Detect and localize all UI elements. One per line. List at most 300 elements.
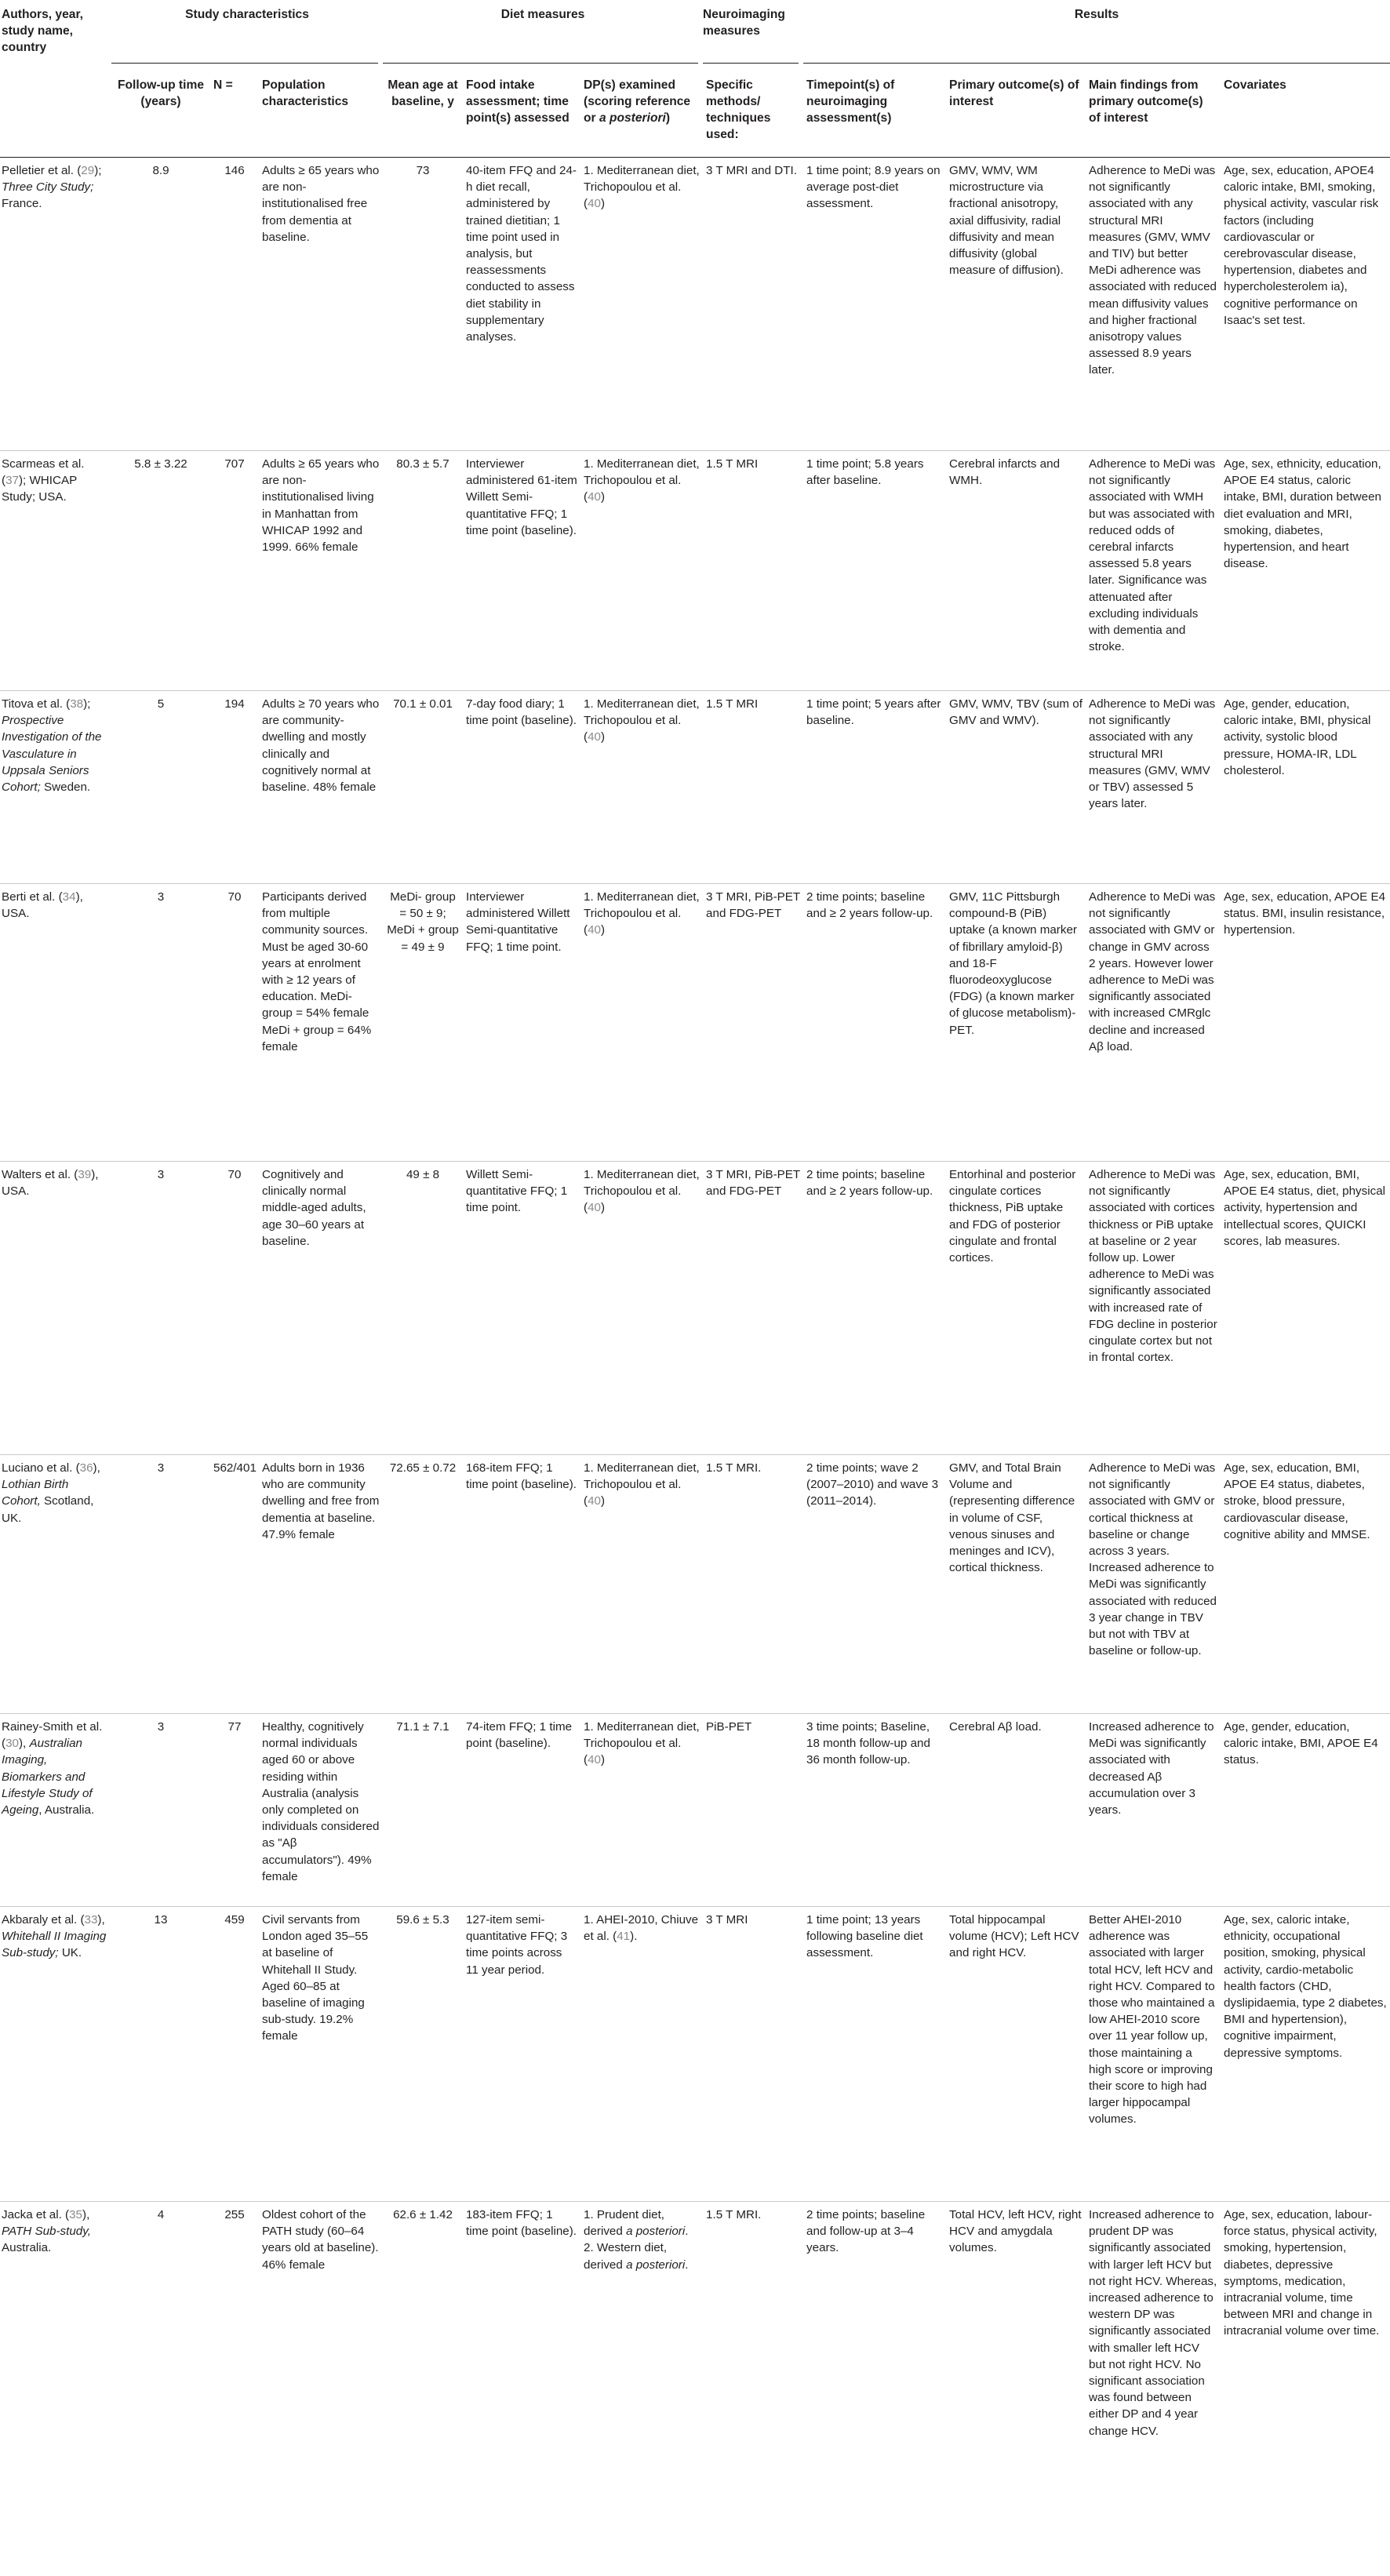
dp-text: ). <box>630 1930 638 1944</box>
population-text: Cognitively and clinically normal middle-aged adults, age 30–60 years at baseline. <box>262 1168 366 1248</box>
cell-methods <box>703 1162 803 1455</box>
cell-dp <box>580 1455 703 1714</box>
cell-mean-age <box>383 2202 463 2563</box>
author-text: Pelletier et al. ( <box>2 164 82 177</box>
cell-n <box>210 1455 259 1714</box>
population-text: Civil servants from London aged 35–55 at baseline of Whitehall II Study. Aged 60–85 at baseline of imaging sub-study. 19.2% female <box>262 1913 369 2043</box>
table-row <box>0 884 1390 1162</box>
population-text: Healthy, cognitively normal individuals aged 60 or above residing within Australia (analysis only completed on individuals considered as "Aβ accumulators"). 49% female <box>262 1720 380 1883</box>
primary-outcome-text: Total hippocampal volume (HCV); Left HCV and right HCV. <box>949 1913 1079 1960</box>
cell-author <box>0 1714 111 1907</box>
n-value: 255 <box>224 2208 245 2221</box>
author-text: ), <box>82 2208 90 2221</box>
cell-timepoints <box>803 451 946 691</box>
author-text: Luciano et al. ( <box>2 1461 80 1475</box>
findings-text: Adherence to MeDi was not significantly associated with GMV or change in GMV across 2 years. However lower adherence to MeDi was significantly associated with increased CMRglc decline and increased Aβ load. <box>1089 890 1216 1053</box>
cell-findings <box>1086 451 1221 691</box>
author-text: Akbaraly et al. ( <box>2 1913 85 1927</box>
col-food-intake: Food intake assessment; time point(s) assessed <box>463 72 580 158</box>
cell-dp <box>580 451 703 691</box>
cell-primary <box>946 2202 1086 2563</box>
follow-up-value: 8.9 <box>152 164 169 177</box>
findings-text: Adherence to MeDi was not significantly associated with any structural MRI measures (GMV, WMV or TBV) assessed 5 years later. <box>1089 697 1216 811</box>
group-divider <box>703 63 799 64</box>
cell-mean-age <box>383 158 463 451</box>
n-value: 194 <box>224 697 245 711</box>
cell-dp <box>580 691 703 884</box>
group-diet-label: Diet measures <box>500 8 585 21</box>
study-name: Three City Study; <box>2 180 94 195</box>
table-row <box>0 158 1390 451</box>
cell-mean-age <box>383 1455 463 1714</box>
cell-covariates <box>1221 884 1390 1162</box>
cell-timepoints <box>803 158 946 451</box>
cell-food-intake <box>463 884 580 1162</box>
food-intake-text: 183-item FFQ; 1 time point (baseline). <box>466 2208 577 2239</box>
follow-up-value: 3 <box>157 1168 165 1181</box>
col-primary: Primary outcome(s) of interest <box>946 72 1086 158</box>
cell-follow-up <box>111 1714 210 1907</box>
methods-text: 3 T MRI, PiB-PET and FDG-PET <box>706 1168 800 1199</box>
methods-text: 3 T MRI, PiB-PET and FDG-PET <box>706 890 800 921</box>
timepoints-text: 1 time point; 13 years following baseline diet assessment. <box>806 1913 923 1960</box>
cell-mean-age <box>383 1714 463 1907</box>
cell-mean-age <box>383 1162 463 1455</box>
group-neuro-label: Neuroimaging measures <box>703 8 785 38</box>
col-timepoints: Timepoint(s) of neuroimaging assessment(s) <box>803 72 946 158</box>
cell-author <box>0 1455 111 1714</box>
dp-text: ) <box>600 1494 606 1508</box>
author-country: Sweden. <box>40 780 91 795</box>
dp-text: . 2. Western diet, derived <box>584 2225 689 2272</box>
col-dp-em: a posteriori <box>599 111 666 125</box>
cell-author <box>0 2202 111 2563</box>
dp-text: 1. Mediterranean diet, Trichopoulou et al. ( <box>584 164 700 211</box>
col-mean-age: Mean age at baseline, y <box>383 72 463 158</box>
dp-text: ) <box>600 730 606 744</box>
cell-population <box>259 691 383 884</box>
cell-author <box>0 451 111 691</box>
citation-link[interactable]: 40 <box>588 1753 601 1767</box>
mean-age-value: 71.1 ± 7.1 <box>396 1720 449 1734</box>
dp-text: ) <box>600 923 606 937</box>
cell-timepoints <box>803 1714 946 1907</box>
table-body <box>0 158 1390 2563</box>
primary-outcome-text: Cerebral Aβ load. <box>949 1720 1042 1734</box>
cell-population <box>259 451 383 691</box>
methods-text: 3 T MRI and DTI. <box>706 164 797 177</box>
group-study-characteristics <box>111 0 383 72</box>
covariates-text: Age, sex, education, APOE E4 status. BMI, insulin resistance, hypertension. <box>1224 890 1386 937</box>
covariates-text: Age, sex, education, APOE4 caloric intake, BMI, smoking, physical activity, vascular risk factors (including cardiovascular or cerebrovascular disease, hypertension, diabetes and hypercholesterolem ia), cognitive performance on Isaac's set test. <box>1224 164 1379 327</box>
covariates-text: Age, sex, caloric intake, ethnicity, occupational position, smoking, physical activity, cardio-metabolic health factors (CHD, dyslipidaemia, type 2 diabetes, BMI and hypertension), cognitive impairment, depressive symptoms. <box>1224 1913 1387 2060</box>
primary-outcome-text: GMV, WMV, TBV (sum of GMV and WMV). <box>949 697 1083 728</box>
cell-covariates <box>1221 1714 1390 1907</box>
author-text: ), USA. <box>2 1168 99 1199</box>
table-row <box>0 1714 1390 1907</box>
dp-text: 1. Mediterranean diet, Trichopoulou et al. ( <box>584 1461 700 1508</box>
cell-food-intake <box>463 1714 580 1907</box>
cell-n <box>210 1714 259 1907</box>
mean-age-value: 70.1 ± 0.01 <box>393 697 453 711</box>
mean-age-value: 80.3 ± 5.7 <box>396 457 449 471</box>
food-intake-text: 127-item semi-quantitative FFQ; 3 time points across 11 year period. <box>466 1913 568 1977</box>
cell-mean-age <box>383 451 463 691</box>
cell-n <box>210 691 259 884</box>
cell-methods <box>703 1907 803 2202</box>
mean-age-value: 49 ± 8 <box>406 1168 440 1181</box>
group-results-label: Results <box>1074 8 1119 21</box>
group-divider <box>111 63 378 64</box>
primary-outcome-text: Total HCV, left HCV, right HCV and amygdala volumes. <box>949 2208 1082 2255</box>
timepoints-text: 1 time point; 5.8 years after baseline. <box>806 457 924 488</box>
covariates-text: Age, sex, ethnicity, education, APOE E4 status, caloric intake, BMI, duration between diet evaluation and MRI, smoking, diabetes, hypertension, and heart disease. <box>1224 457 1381 571</box>
cell-dp <box>580 884 703 1162</box>
citation-link[interactable]: 37 <box>5 474 19 488</box>
cell-covariates <box>1221 2202 1390 2563</box>
cell-food-intake <box>463 1162 580 1455</box>
col-findings: Main findings from primary outcome(s) of interest <box>1086 72 1221 158</box>
methods-text: PiB-PET <box>706 1720 752 1734</box>
cell-methods <box>703 884 803 1162</box>
findings-text: Adherence to MeDi was not significantly associated with GMV or cortical thickness at baseline or change across 3 years. Increased adherence to MeDi was significantly associated with reduced 3 year change in TBV but not with TBV at baseline or follow-up. <box>1089 1461 1217 1658</box>
citation-link[interactable]: 40 <box>588 1494 601 1508</box>
study-name: Prospective Investigation of the Vasculature in Uppsala Seniors Cohort; <box>2 714 102 795</box>
col-dp <box>580 72 703 158</box>
food-intake-text: Willett Semi-quantitative FFQ; 1 time point. <box>466 1168 568 1215</box>
study-name: Lothian Birth Cohort, <box>2 1478 69 1508</box>
cell-food-intake <box>463 1907 580 2202</box>
cell-primary <box>946 1455 1086 1714</box>
citation-link[interactable]: 36 <box>79 1461 93 1475</box>
cell-methods <box>703 1714 803 1907</box>
cell-population <box>259 158 383 451</box>
primary-outcome-text: Entorhinal and posterior cingulate cortices thickness, PiB uptake and FDG of posterior cingulate and frontal cortices. <box>949 1168 1076 1265</box>
citation-link[interactable]: 29 <box>81 164 95 177</box>
author-text: ), <box>97 1913 105 1927</box>
timepoints-text: 1 time point; 8.9 years on average post-diet assessment. <box>806 164 941 211</box>
population-text: Oldest cohort of the PATH study (60–64 years old at baseline). 46% female <box>262 2208 379 2272</box>
cell-follow-up <box>111 2202 210 2563</box>
cell-findings <box>1086 158 1221 451</box>
cell-dp <box>580 158 703 451</box>
cell-author <box>0 691 111 884</box>
cell-author <box>0 1907 111 2202</box>
mean-age-value: 59.6 ± 5.3 <box>396 1913 449 1927</box>
follow-up-value: 4 <box>157 2208 165 2221</box>
cell-follow-up <box>111 158 210 451</box>
cell-timepoints <box>803 2202 946 2563</box>
cell-population <box>259 2202 383 2563</box>
table-row <box>0 1907 1390 2202</box>
author-text: Rainey-Smith et al. ( <box>2 1720 103 1751</box>
food-intake-text: Interviewer administered Willett Semi-quantitative FFQ; 1 time point. <box>466 890 570 954</box>
findings-text: Adherence to MeDi was not significantly associated with any structural MRI measures (GMV, WMV and TIV) but better MeDi adherence was associated with reduced mean diffusivity values and higher fractional anisotropy values assessed 8.9 years later. <box>1089 164 1217 377</box>
cell-follow-up <box>111 1455 210 1714</box>
population-text: Adults ≥ 65 years who are non-institutionalised living in Manhattan from WHICAP 1992 and 1999. 66% female <box>262 457 380 555</box>
dp-text: 1. Mediterranean diet, Trichopoulou et al. ( <box>584 1168 700 1215</box>
cell-covariates <box>1221 1907 1390 2202</box>
cell-follow-up <box>111 1162 210 1455</box>
cell-primary <box>946 451 1086 691</box>
dp-text: ) <box>600 1753 606 1767</box>
cell-primary <box>946 1162 1086 1455</box>
citation-link[interactable]: 40 <box>588 197 601 211</box>
author-text: ), <box>93 1461 100 1475</box>
primary-outcome-text: GMV, and Total Brain Volume and (representing difference in volume of CSF, venous sinuses and meninges and ICV), cortical thickness. <box>949 1461 1075 1575</box>
cell-author <box>0 884 111 1162</box>
col-dp-post: ) <box>665 111 671 125</box>
cell-population <box>259 1907 383 2202</box>
food-intake-text: Interviewer administered 61-item Willett Semi-quantitative FFQ; 1 time point (baseline). <box>466 457 577 537</box>
cell-food-intake <box>463 691 580 884</box>
dp-text: 1. Prudent diet, derived <box>584 2208 665 2239</box>
author-text: Berti et al. ( <box>2 890 63 904</box>
study-name: Australian Imaging, Biomarkers and Lifestyle Study of Ageing <box>2 1737 93 1817</box>
cell-author <box>0 158 111 451</box>
food-intake-text: 168-item FFQ; 1 time point (baseline). <box>466 1461 577 1492</box>
cell-population <box>259 1162 383 1455</box>
cell-timepoints <box>803 691 946 884</box>
cell-food-intake <box>463 1455 580 1714</box>
cell-methods <box>703 691 803 884</box>
findings-text: Adherence to MeDi was not significantly associated with WMH but was associated with reduced odds of cerebral infarcts assessed 5.8 years later. Significance was attenuated after excluding individuals with dementia and stroke. <box>1089 457 1216 654</box>
dp-text: ) <box>600 1201 606 1215</box>
author-country: Scotland, UK. <box>2 1494 94 1525</box>
author-text: Walters et al. ( <box>2 1168 78 1181</box>
follow-up-value: 5 <box>157 697 165 711</box>
dp-method: a posteriori <box>626 2258 686 2272</box>
table-row <box>0 451 1390 691</box>
n-value: 562/401 <box>213 1461 257 1475</box>
citation-link[interactable]: 33 <box>84 1913 98 1927</box>
table-row <box>0 691 1390 884</box>
citation-link[interactable]: 41 <box>617 1930 631 1944</box>
col-n: N = <box>210 72 259 158</box>
methods-text: 1.5 T MRI <box>706 697 759 711</box>
dp-text: 1. Mediterranean diet, Trichopoulou et al. ( <box>584 697 700 744</box>
group-results <box>803 0 1390 72</box>
table-row <box>0 1162 1390 1455</box>
study-name: Whitehall II Imaging Sub-study; <box>2 1930 107 1960</box>
cell-population <box>259 884 383 1162</box>
methods-text: 1.5 T MRI. <box>706 1461 762 1475</box>
cell-findings <box>1086 1907 1221 2202</box>
table-row <box>0 1455 1390 1714</box>
cell-timepoints <box>803 1162 946 1455</box>
dp-text: ) <box>600 197 606 211</box>
cell-n <box>210 1162 259 1455</box>
mean-age-value: 73 <box>416 164 430 177</box>
timepoints-text: 3 time points; Baseline, 18 month follow-up and 36 month follow-up. <box>806 1720 930 1767</box>
follow-up-value: 3 <box>157 1720 165 1734</box>
col-population: Population characteristics <box>259 72 383 158</box>
covariates-text: Age, sex, education, BMI, APOE E4 status, diet, physical activity, hypertension and intellectual scores, QUICKI scores, lab measures. <box>1224 1168 1386 1248</box>
cell-primary <box>946 691 1086 884</box>
col-methods: Specific methods/ techniques used: <box>703 72 803 158</box>
author-country: France. <box>2 197 42 211</box>
primary-outcome-text: Cerebral infarcts and WMH. <box>949 457 1061 488</box>
citation-link[interactable]: 39 <box>78 1168 92 1181</box>
primary-outcome-text: GMV, WMV, WM microstructure via fractional anisotropy, axial diffusivity, radial diffusivity and mean diffusivity (global measure of diffusion). <box>949 164 1064 278</box>
methods-text: 3 T MRI <box>706 1913 748 1927</box>
covariates-text: Age, sex, education, BMI, APOE E4 status, diabetes, stroke, blood pressure, cardiovascular disease, cognitive ability and MMSE. <box>1224 1461 1370 1541</box>
cell-food-intake <box>463 2202 580 2563</box>
n-value: 146 <box>224 164 245 177</box>
n-value: 70 <box>227 1168 242 1181</box>
author-text: ); WHICAP Study; USA. <box>2 474 77 504</box>
author-text: ), USA. <box>2 890 83 921</box>
cell-findings <box>1086 1162 1221 1455</box>
citation-link[interactable]: 40 <box>588 923 601 937</box>
population-text: Adults ≥ 65 years who are non-institutionalised free from dementia at baseline. <box>262 164 380 244</box>
cell-methods <box>703 451 803 691</box>
author-country: , Australia. <box>38 1803 95 1817</box>
group-diet-measures <box>383 0 703 72</box>
cell-dp <box>580 1162 703 1455</box>
citation-link[interactable]: 30 <box>5 1737 19 1751</box>
header-authors <box>0 0 111 158</box>
author-country: UK. <box>58 1946 82 1960</box>
col-dp-pre: DP(s) examined (scoring reference or <box>584 78 691 125</box>
study-name: PATH Sub-study, <box>2 2225 91 2239</box>
timepoints-text: 1 time point; 5 years after baseline. <box>806 697 941 728</box>
cell-food-intake <box>463 451 580 691</box>
cell-findings <box>1086 1714 1221 1907</box>
cell-n <box>210 1907 259 2202</box>
citation-link[interactable]: 40 <box>588 730 601 744</box>
cell-primary <box>946 1714 1086 1907</box>
author-text: ), <box>18 1737 30 1751</box>
author-text: ); <box>94 164 102 177</box>
cell-dp <box>580 2202 703 2563</box>
cell-primary <box>946 884 1086 1162</box>
header-authors-label: Authors, year, study name, country <box>2 8 83 54</box>
cell-n <box>210 158 259 451</box>
timepoints-text: 2 time points; baseline and ≥ 2 years follow-up. <box>806 890 933 921</box>
col-covariates: Covariates <box>1221 72 1390 158</box>
food-intake-text: 74-item FFQ; 1 time point (baseline). <box>466 1720 573 1751</box>
n-value: 459 <box>224 1913 245 1927</box>
citation-link[interactable]: 40 <box>588 1201 601 1215</box>
citation-link[interactable]: 40 <box>588 490 601 504</box>
cell-findings <box>1086 2202 1221 2563</box>
cell-author <box>0 1162 111 1455</box>
findings-text: Better AHEI-2010 adherence was associated with larger total HCV, left HCV and right HCV. Compared to those who maintained a low AHEI-2010 score over 11 year follow up, those maintaining a high score or improving their score to high had larger hippocampal volumes. <box>1089 1913 1215 2127</box>
cell-follow-up <box>111 451 210 691</box>
header-column-row <box>0 72 1390 158</box>
timepoints-text: 2 time points; wave 2 (2007–2010) and wave 3 (2011–2014). <box>806 1461 939 1508</box>
covariates-text: Age, sex, education, labour-force status, physical activity, smoking, hypertension, diabetes, depressive symptoms, medication, intracranial volume, time between MRI and change in intracranial volume over time. <box>1224 2208 1380 2338</box>
follow-up-value: 3 <box>157 890 165 904</box>
food-intake-text: 7-day food diary; 1 time point (baseline). <box>466 697 577 728</box>
cell-n <box>210 884 259 1162</box>
col-follow-up: Follow-up time (years) <box>111 72 210 158</box>
header-group-row <box>0 0 1390 72</box>
cell-mean-age <box>383 691 463 884</box>
group-divider <box>803 63 1390 64</box>
author-text: ); <box>83 697 91 711</box>
author-text: Scarmeas et al. ( <box>2 457 85 488</box>
findings-text: Adherence to MeDi was not significantly associated with cortices thickness or PiB uptake at baseline or 2 year follow up. Lower adherence to MeDi was significantly associated with increased rate of FDG decline in posterior cingulate cortex but not in frontal cortex. <box>1089 1168 1217 1365</box>
cell-primary <box>946 158 1086 451</box>
cell-covariates <box>1221 1162 1390 1455</box>
cell-population <box>259 1455 383 1714</box>
cell-dp <box>580 1714 703 1907</box>
dp-text: . <box>685 2258 689 2272</box>
cell-covariates <box>1221 451 1390 691</box>
methods-text: 1.5 T MRI. <box>706 2208 762 2221</box>
cell-covariates <box>1221 1455 1390 1714</box>
author-country: Australia. <box>2 2241 52 2255</box>
author-text: Titova et al. ( <box>2 697 71 711</box>
follow-up-value: 5.8 ± 3.22 <box>134 457 187 471</box>
mean-age-value: 72.65 ± 0.72 <box>389 1461 457 1475</box>
food-intake-text: 40-item FFQ and 24-h diet recall, administered by trained dietitian; 1 time point used in analysis, but reassessments conducted to assess diet stability in supplementary analyses. <box>466 164 577 344</box>
mean-age-value: MeDi- group = 50 ± 9; MeDi + group = 49 ± 9 <box>387 890 459 954</box>
cell-primary <box>946 1907 1086 2202</box>
cell-timepoints <box>803 1907 946 2202</box>
covariates-text: Age, gender, education, caloric intake, BMI, APOE E4 status. <box>1224 1720 1378 1767</box>
covariates-text: Age, gender, education, caloric intake, BMI, physical activity, systolic blood pressure, HOMA-IR, LDL cholesterol. <box>1224 697 1371 777</box>
cell-population <box>259 1714 383 1907</box>
population-text: Adults ≥ 70 years who are community-dwelling and mostly clinically and cognitively normal at baseline. 48% female <box>262 697 380 795</box>
group-neuroimaging-measures <box>703 0 803 72</box>
cell-follow-up <box>111 691 210 884</box>
citation-link[interactable]: 35 <box>69 2208 83 2221</box>
cell-mean-age <box>383 884 463 1162</box>
cell-findings <box>1086 884 1221 1162</box>
n-value: 70 <box>227 890 242 904</box>
cell-findings <box>1086 1455 1221 1714</box>
population-text: Participants derived from multiple community sources. Must be aged 30-60 years at enrolment with ≥ 12 years of education. MeDi- group = 54% female MeDi + group = 64% female <box>262 890 372 1053</box>
citation-link[interactable]: 38 <box>70 697 84 711</box>
cell-methods <box>703 1455 803 1714</box>
dp-text: ) <box>600 490 606 504</box>
table-row <box>0 2202 1390 2563</box>
cell-covariates <box>1221 158 1390 451</box>
dp-text: 1. AHEI-2010, Chiuve et al. ( <box>584 1913 699 1944</box>
cell-follow-up <box>111 1907 210 2202</box>
group-divider <box>383 63 698 64</box>
dp-method: a posteriori <box>626 2225 686 2239</box>
cell-findings <box>1086 691 1221 884</box>
group-study-label: Study characteristics <box>185 8 309 21</box>
citation-link[interactable]: 34 <box>62 890 76 904</box>
timepoints-text: 2 time points; baseline and ≥ 2 years follow-up. <box>806 1168 933 1199</box>
dp-text: 1. Mediterranean diet, Trichopoulou et al. ( <box>584 1720 700 1767</box>
cell-n <box>210 2202 259 2563</box>
dp-text: 1. Mediterranean diet, Trichopoulou et al. ( <box>584 890 700 937</box>
population-text: Adults born in 1936 who are community dwelling and free from dementia at baseline. 47.9% female <box>262 1461 380 1541</box>
timepoints-text: 2 time points; baseline and follow-up at 3–4 years. <box>806 2208 926 2255</box>
primary-outcome-text: GMV, 11C Pittsburgh compound-B (PiB) uptake (a known marker of fibrillary amyloid-β) and 18-F fluorodeoxyglucose (FDG) (a known marker of glucose metabolism)-PET. <box>949 890 1077 1037</box>
findings-text: Increased adherence to MeDi was significantly associated with decreased Aβ accumulation over 3 years. <box>1089 1720 1214 1817</box>
follow-up-value: 3 <box>157 1461 165 1475</box>
cell-food-intake <box>463 158 580 451</box>
cell-follow-up <box>111 884 210 1162</box>
findings-text: Increased adherence to prudent DP was significantly associated with larger left HCV but not right HCV. Whereas, increased adherence to western DP was significantly associated with smaller left HCV but not right HCV. No significant association was found between either DP and 4 year change HCV. <box>1089 2208 1217 2438</box>
methods-text: 1.5 T MRI <box>706 457 759 471</box>
mean-age-value: 62.6 ± 1.42 <box>393 2208 453 2221</box>
cell-covariates <box>1221 691 1390 884</box>
author-text: Jacka et al. ( <box>2 2208 70 2221</box>
cell-methods <box>703 2202 803 2563</box>
cell-mean-age <box>383 1907 463 2202</box>
follow-up-value: 13 <box>154 1913 168 1927</box>
cell-n <box>210 451 259 691</box>
n-value: 77 <box>227 1720 242 1734</box>
